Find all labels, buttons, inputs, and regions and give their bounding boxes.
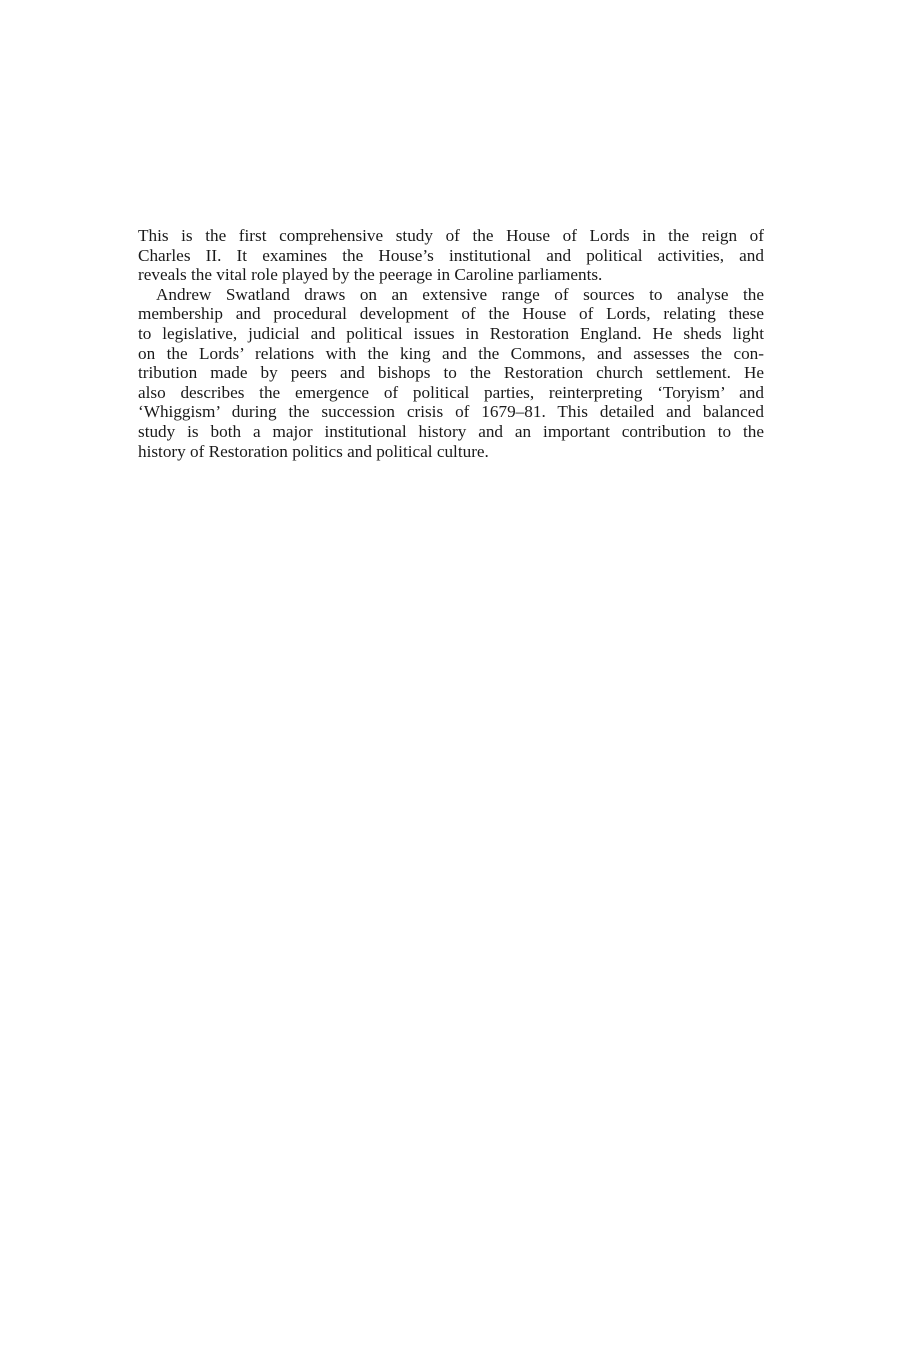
book-description (138, 226, 764, 461)
paragraph-summary (138, 285, 764, 461)
text-line: tribution made by peers and bishops to the Restoration church settlement. He (138, 363, 764, 383)
text-line: Charles II. It examines the House’s institutional and political activities, and (138, 245, 764, 265)
text-line: also describes the emergence of political parties, reinterpreting ‘Toryism’ and (138, 382, 764, 402)
text-line: Andrew Swatland draws on an extensive range of sources to analyse the (156, 284, 764, 304)
text-line: to legislative, judicial and political issues in Restoration England. He sheds light (138, 323, 764, 343)
text-line: membership and procedural development of the House of Lords, relating these (138, 304, 764, 324)
text-line: This is the first comprehensive study of the House of Lords in the reign of (138, 226, 764, 245)
text-line: history of Restoration politics and political culture. (138, 441, 489, 461)
paragraph-intro (138, 226, 764, 285)
text-line: reveals the vital role played by the peerage in Caroline parliaments. (138, 265, 603, 285)
text-line: ‘Whiggism’ during the succession crisis of 1679–81. This detailed and balanced (138, 402, 764, 422)
text-line: on the Lords’ relations with the king and the Commons, and assesses the con- (138, 343, 764, 363)
text-line: study is both a major institutional history and an important contribution to the (138, 421, 764, 441)
